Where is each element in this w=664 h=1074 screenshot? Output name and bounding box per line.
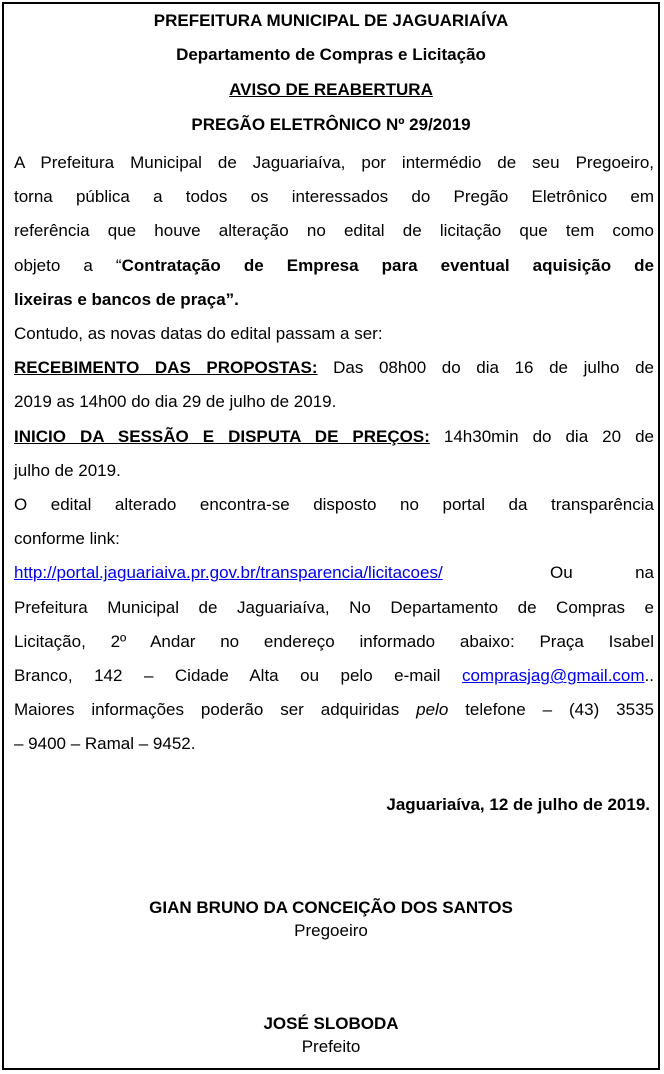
notice-body [14, 146, 654, 762]
body-line: O edital alterado encontra-se disposto no portal da transparência [14, 495, 654, 515]
session-start-label: INICIO DA SESSÃO E DISPUTA DE PREÇOS: [14, 426, 430, 446]
signature-role-pregoeiro: Pregoeiro [294, 921, 368, 940]
email-suffix: .. [644, 666, 654, 686]
body-line: referência que houve alteração no edital de licitação que tem como [14, 221, 654, 241]
body-line [14, 420, 654, 454]
body-line: conforme link: [14, 529, 120, 549]
body-line: – 9400 – Ramal – 9452. [14, 734, 196, 754]
address-text: Branco, 142 – Cidade Alta ou pelo e-mail [14, 666, 462, 686]
body-line [14, 351, 654, 385]
header-notice-title [14, 79, 648, 101]
body-line: torna pública a todos os interessados do Pregão Eletrônico em [14, 187, 654, 207]
object-description: Contratação de Empresa para eventual aquisição de [121, 255, 654, 275]
receipt-text: Das 08h00 do dia 16 de julho de [317, 358, 654, 378]
body-line [14, 556, 654, 590]
header-pregao-number: PREGÃO ELETRÔNICO Nº 29/2019 [191, 115, 471, 134]
notice-title-text: AVISO DE REABERTURA [229, 80, 433, 99]
object-prefix: objeto a “ [14, 255, 122, 275]
info-phone: telefone – (43) 3535 [448, 700, 654, 720]
signature-role-prefeito: Prefeito [301, 1037, 361, 1056]
email-link[interactable]: comprasjag@gmail.com [461, 666, 645, 686]
body-line [14, 659, 654, 693]
receipt-label: RECEBIMENTO DAS PROPOSTAS: [14, 358, 318, 378]
header-municipality: PREFEITURA MUNICIPAL DE JAGUARIAÍVA [153, 11, 509, 30]
signature-name-prefeito: JOSÉ SLOBODA [263, 1014, 399, 1033]
transparency-portal-link[interactable]: http://portal.jaguariaiva.pr.gov.br/transparencia/licitacoes/ [14, 563, 443, 583]
body-line: 2019 as 14h00 do dia 29 de julho de 2019. [14, 392, 337, 412]
body-line: A Prefeitura Municipal de Jaguariaíva, por intermédio de seu Pregoeiro, [14, 153, 654, 172]
object-description-end: lixeiras e bancos de praça”. [14, 289, 239, 309]
body-line: julho de 2019. [14, 460, 121, 480]
date-line: Jaguariaíva, 12 de julho de 2019. [386, 795, 650, 814]
info-italic: pelo [416, 700, 449, 720]
info-text: Maiores informações poderão ser adquiridas [14, 700, 417, 720]
or-text: Ou na [550, 563, 654, 583]
notice-document [2, 2, 660, 1070]
body-line: Prefeitura Municipal de Jaguariaíva, No Departamento de Compras e [14, 597, 654, 617]
session-start-text: 14h30min do dia 20 de [429, 426, 654, 446]
body-line [14, 693, 654, 727]
body-line: Licitação, 2º Andar no endereço informado abaixo: Praça Isabel [14, 631, 654, 651]
body-line [14, 283, 654, 317]
body-line: Contudo, as novas datas do edital passam a ser: [14, 324, 383, 344]
header-department: Departamento de Compras e Licitação [176, 45, 486, 64]
signature-name-pregoeiro: GIAN BRUNO DA CONCEIÇÃO DOS SANTOS [149, 898, 513, 917]
body-line [14, 249, 654, 283]
